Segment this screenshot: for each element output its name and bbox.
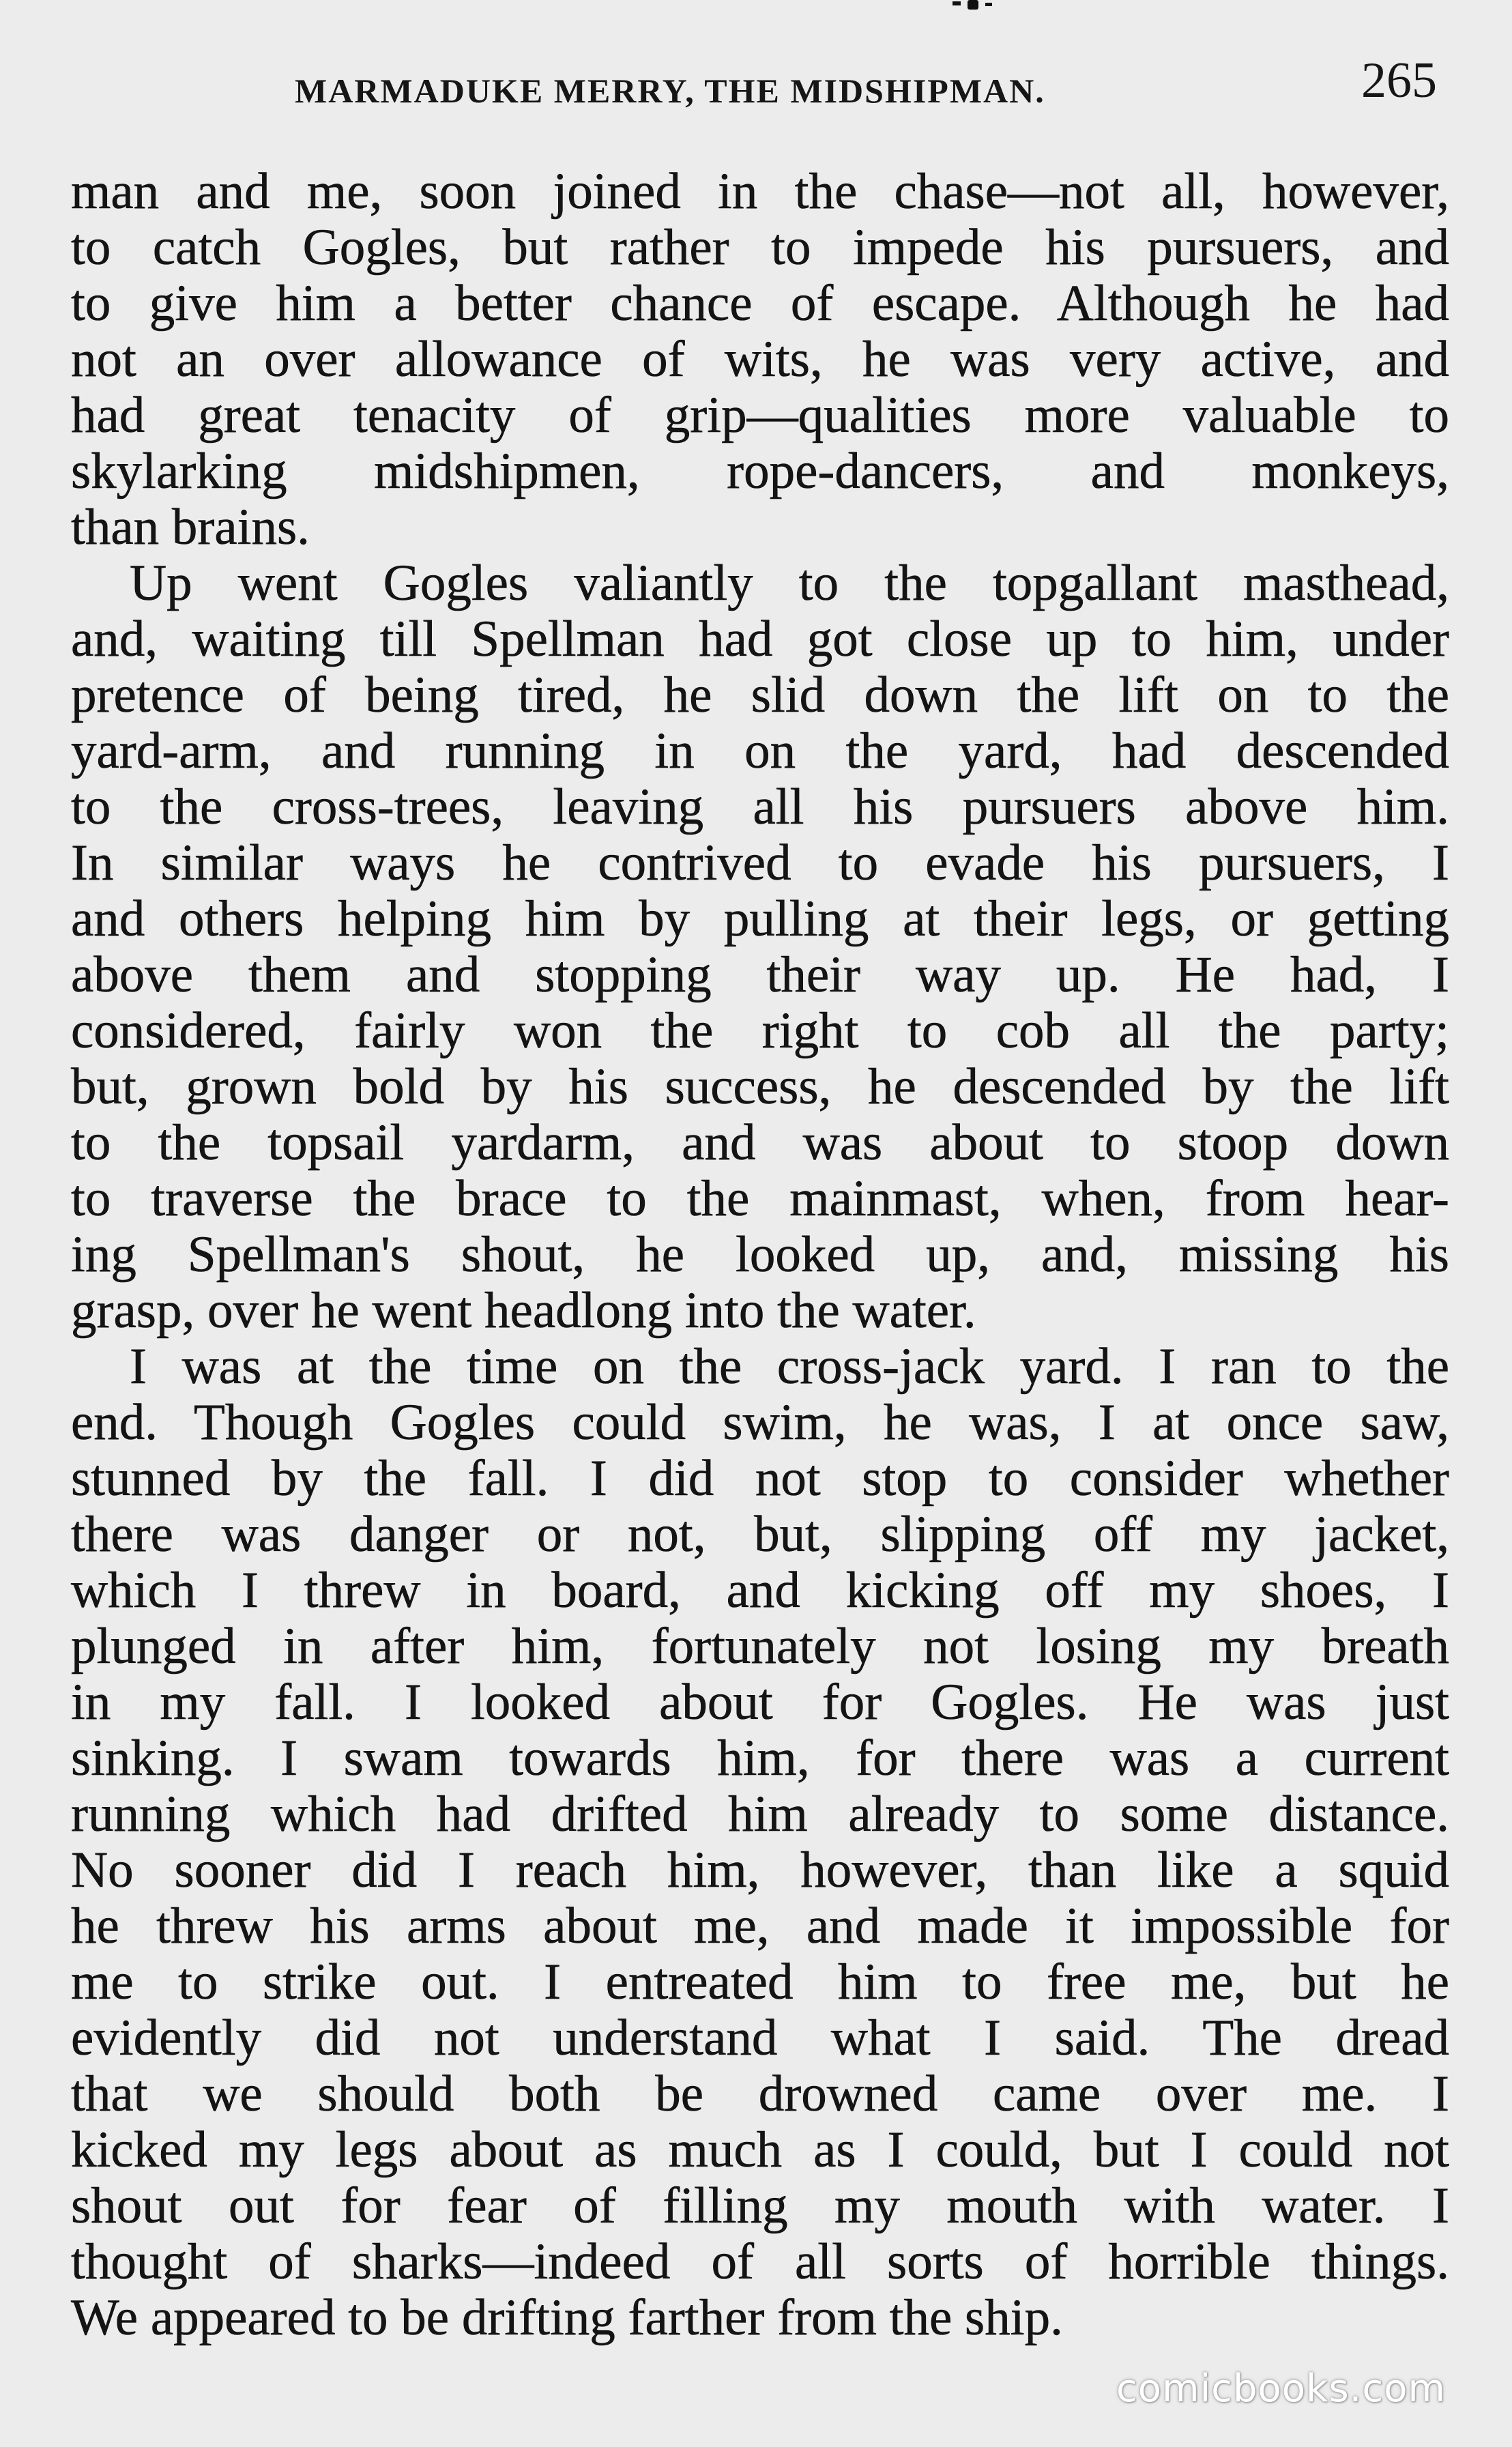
text-line: considered, fairly won the right to cob all the party;: [71, 1002, 1449, 1059]
text-line: running which had drifted him already to some distance.: [71, 1786, 1449, 1842]
text-line: me to strike out. I entreated him to free me, but he: [71, 1954, 1449, 2010]
text-line: pretence of being tired, he slid down the lift on to the: [71, 667, 1449, 723]
text-line: and, waiting till Spellman had got close up to him, under: [71, 611, 1449, 667]
text-line: grasp, over he went headlong into the water.: [71, 1282, 976, 1339]
text-line: and others helping him by pulling at their legs, or getting: [71, 891, 1449, 947]
text-line: yard-arm, and running in on the yard, had descended: [71, 723, 1449, 779]
text-line: man and me, soon joined in the chase—not all, however,: [71, 163, 1449, 220]
text-line: Up went Gogles valiantly to the topgallant masthead,: [130, 555, 1449, 611]
text-line: stunned by the fall. I did not stop to consider whether: [71, 1450, 1449, 1507]
text-line: We appeared to be drifting farther from the ship.: [71, 2289, 1063, 2346]
text-line: but, grown bold by his success, he descended by the lift: [71, 1058, 1449, 1115]
watermark: comicbooks.com: [1116, 2366, 1446, 2411]
print-mark: [952, 0, 993, 11]
text-line: to traverse the brace to the mainmast, when, from hear-: [71, 1170, 1449, 1227]
running-head: MARMADUKE MERRY, THE MIDSHIPMAN.: [295, 72, 1045, 110]
text-line: evidently did not understand what I said. The dread: [71, 2010, 1449, 2066]
text-line: he threw his arms about me, and made it impossible for: [71, 1898, 1449, 1954]
text-line: that we should both be drowned came over me. I: [71, 2066, 1449, 2122]
text-line: had great tenacity of grip—qualities more valuable to: [71, 387, 1449, 444]
text-line: shout out for fear of filling my mouth with water. I: [71, 2177, 1449, 2234]
text-line: skylarking midshipmen, rope-dancers, and monkeys,: [71, 443, 1449, 499]
text-line: which I threw in board, and kicking off my shoes, I: [71, 1562, 1449, 1619]
text-line: thought of sharks—indeed of all sorts of horrible things.: [71, 2233, 1449, 2290]
text-line: in my fall. I looked about for Gogles. He was just: [71, 1674, 1449, 1731]
text-line: end. Though Gogles could swim, he was, I at once saw,: [71, 1394, 1449, 1451]
text-line: to the topsail yardarm, and was about to stoop down: [71, 1114, 1449, 1171]
page-number: 265: [1361, 53, 1437, 108]
body-text: [71, 164, 1449, 2347]
text-line: to the cross-trees, leaving all his pursuers above him.: [71, 779, 1449, 835]
text-line: kicked my legs about as much as I could, but I could not: [71, 2122, 1449, 2178]
text-line: sinking. I swam towards him, for there was a current: [71, 1730, 1449, 1786]
text-line: not an over allowance of wits, he was very active, and: [71, 331, 1449, 388]
text-line: than brains.: [71, 499, 310, 555]
text-line: above them and stopping their way up. He had, I: [71, 946, 1449, 1003]
text-line: I was at the time on the cross-jack yard. I ran to the: [130, 1338, 1449, 1395]
text-line: plunged in after him, fortunately not losing my breath: [71, 1618, 1449, 1675]
text-line: to give him a better chance of escape. Although he had: [71, 275, 1449, 332]
text-line: to catch Gogles, but rather to impede his pursuers, and: [71, 219, 1449, 276]
text-line: ing Spellman's shout, he looked up, and, missing his: [71, 1226, 1449, 1283]
text-line: there was danger or not, but, slipping off my jacket,: [71, 1506, 1449, 1563]
text-line: In similar ways he contrived to evade his pursuers, I: [71, 835, 1449, 891]
text-line: No sooner did I reach him, however, than like a squid: [71, 1842, 1449, 1898]
